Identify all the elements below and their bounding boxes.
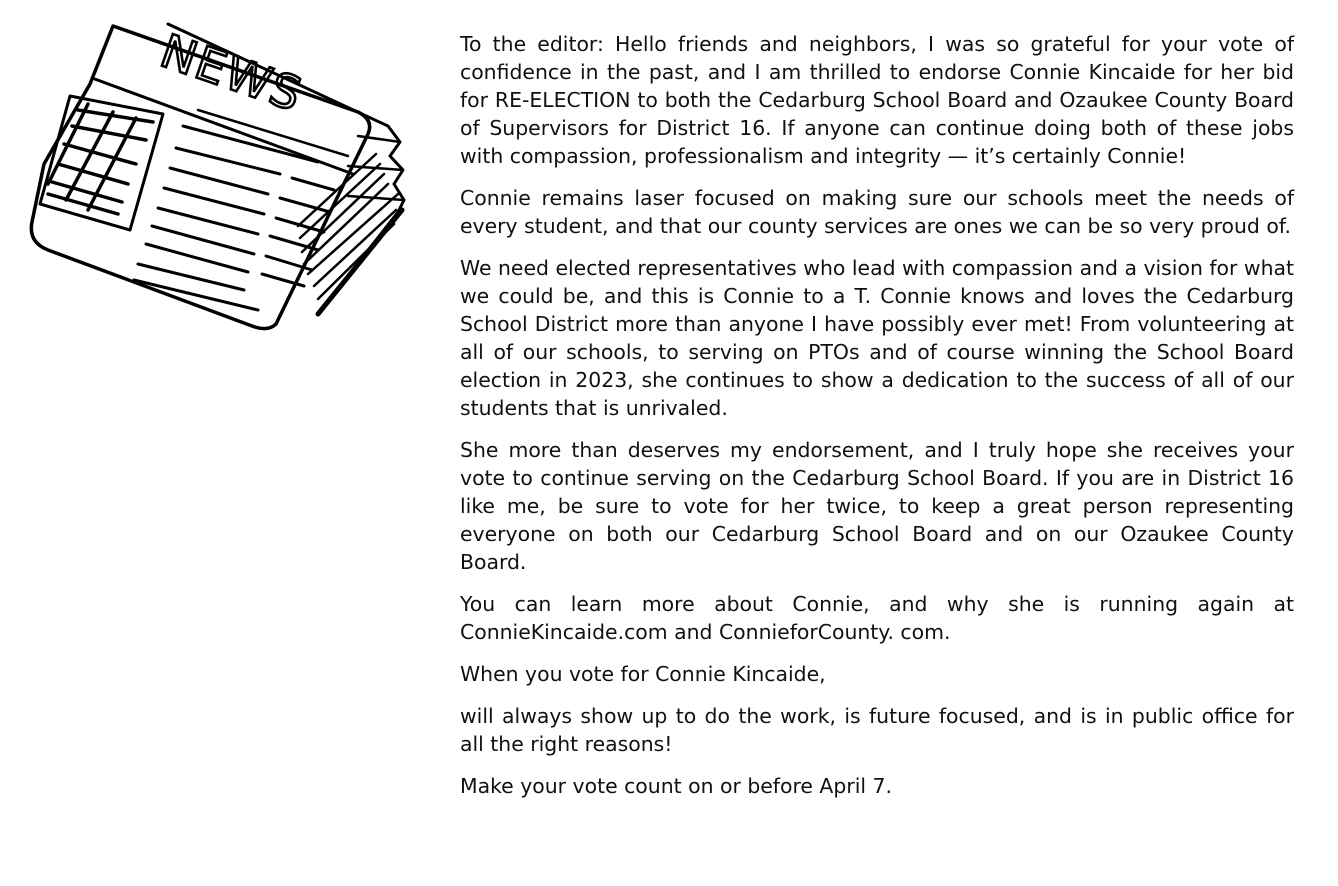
letter-paragraph: will always show up to do the work, is future focused, and is in public office for all the right reasons! — [460, 704, 1294, 756]
newspaper-icon — [18, 14, 418, 344]
letter-paragraph: You can learn more about Connie, and why she is running again at ConnieKincaide.com and ConnieforCounty. com. — [460, 592, 1294, 644]
letter-paragraph: Connie remains laser focused on making sure our schools meet the needs of every student, and that our county services are ones we can be so very proud of. — [460, 186, 1294, 238]
letter-paragraph: Make your vote count on or before April 7. — [460, 774, 892, 798]
letter-paragraph: When you vote for Connie Kincaide, — [460, 662, 826, 686]
newspaper-illustration — [18, 14, 418, 344]
newspaper-masthead: NEWS — [154, 23, 310, 123]
letter-paragraph: We need elected representatives who lead with compassion and a vision for what we could be, and this is Connie to a T. Connie knows and loves the Cedarburg School District more than anyone I have possibly ever met! From volunteering at all of our schools, to serving on PTOs and of course winning the School Board election in 2023, she continues to show a dedication to the success of all of our students that is unrivaled. — [460, 256, 1294, 420]
letter-paragraph: She more than deserves my endorsement, and I truly hope she receives your vote to continue serving on the Cedarburg School Board. If you are in District 16 like me, be sure to vote for her twice, to keep a great person representing everyone on both our Cedarburg School Board and on our Ozaukee County Board. — [460, 438, 1294, 574]
letter-paragraph: To the editor: Hello friends and neighbors, I was so grateful for your vote of confidence in the past, and I am thrilled to endorse Connie Kincaide for her bid for RE-ELECTION to both the Cedarburg School Board and Ozaukee County Board of Supervisors for District 16. If anyone can continue doing both of these jobs with compassion, professionalism and integrity — it’s certainly Connie! — [460, 32, 1294, 168]
letter-to-editor — [460, 30, 1294, 814]
